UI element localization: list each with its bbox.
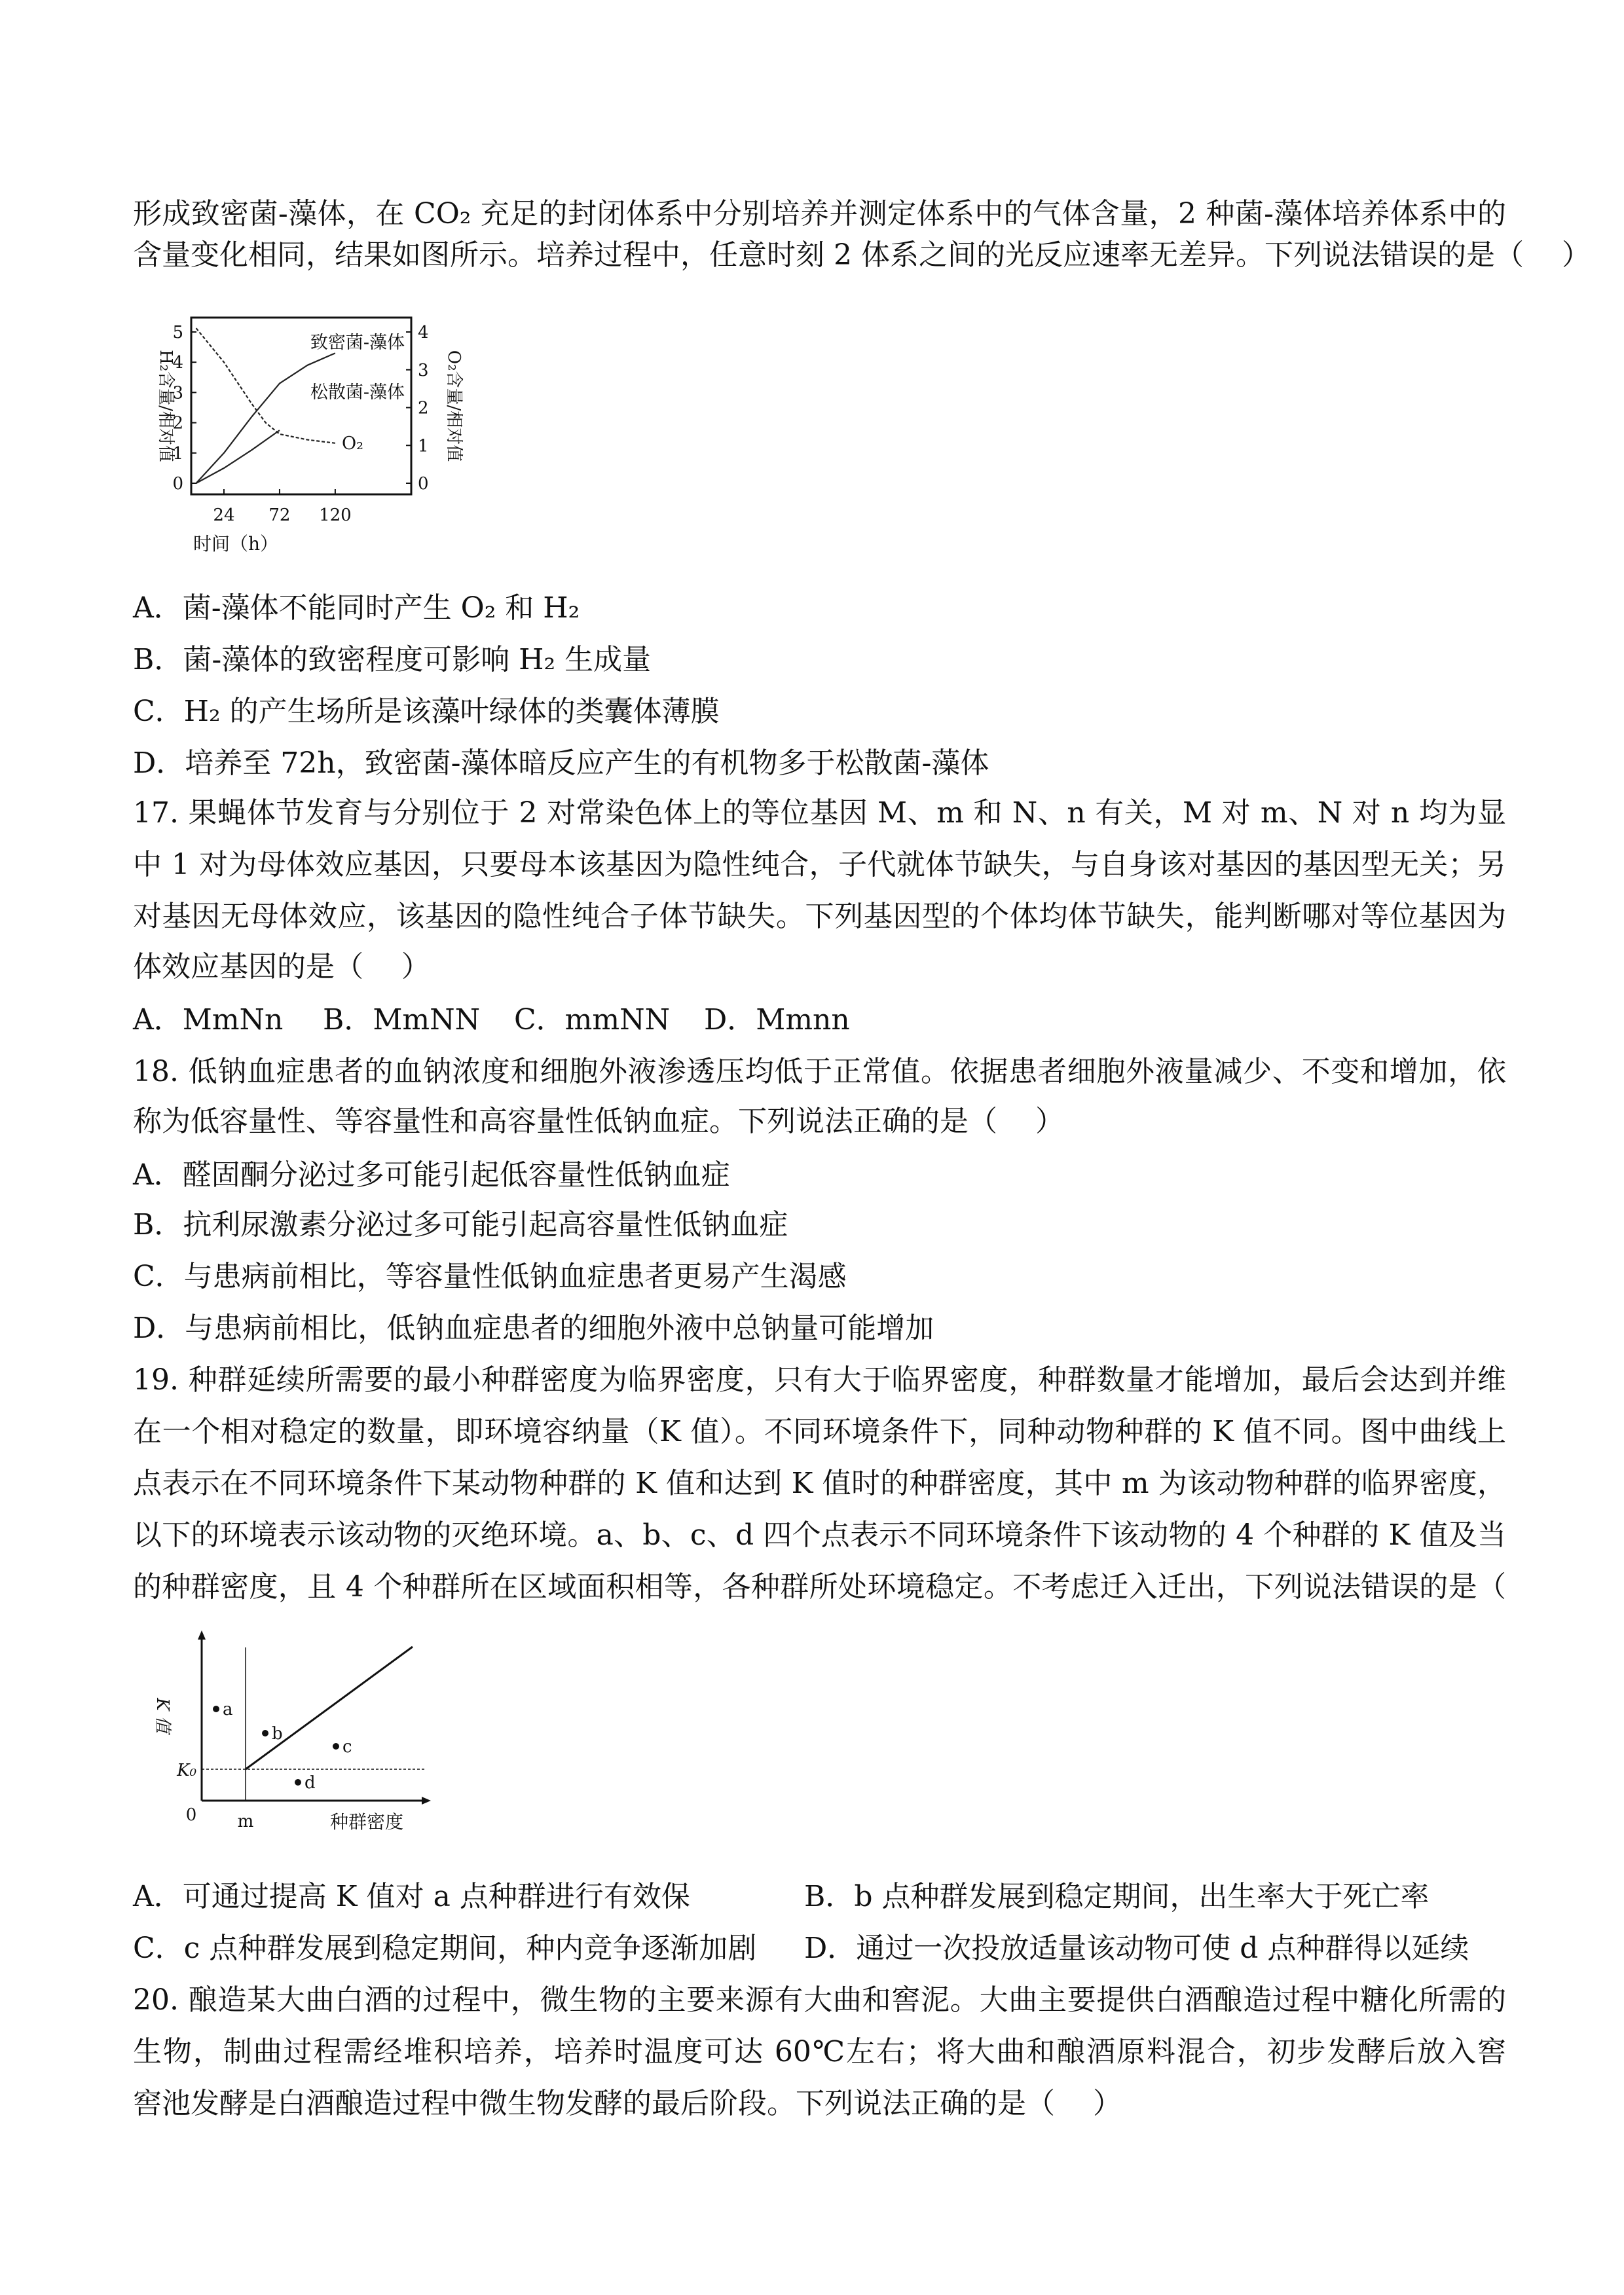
y-tick-label-left: 3 xyxy=(172,383,183,403)
q19-stem-line: 的种群密度，且 4 个种群所在区域面积相等，各种群所处环境稳定。不考虑迁入迁出，下列说法错误的是（ xyxy=(133,1570,1506,1604)
y-tick-label-left: 1 xyxy=(172,443,183,464)
q20-stem-line: 生物，制曲过程需经堆积培养，培养时温度可达 60℃左右；将大曲和酿酒原料混合，初步发酵后放入窖 xyxy=(133,2035,1506,2068)
q17-stem-line: 体效应基因的是（ ） xyxy=(133,950,430,983)
q19-stem-line: 在一个相对稳定的数量，即环境容纳量（K 值）。不同环境条件下，同种动物种群的 K 值不同。图中曲线上 xyxy=(133,1415,1506,1448)
x-axis-arrow xyxy=(422,1797,431,1805)
q17-option-a: A．MmNn xyxy=(133,1003,284,1037)
y-tick-label-right: 3 xyxy=(418,360,429,380)
q18-option-d: D．与患病前相比，低钠血症患者的细胞外液中总钠量可能增加 xyxy=(133,1312,934,1345)
y-tick-label-right: 4 xyxy=(418,323,429,342)
text-line: 形成致密菌-藻体，在 CO₂ 充足的封闭体系中分别培养并测定体系中的气体含量，2 种菌-藻体培养体系中的 xyxy=(133,197,1506,230)
y-tick-label-right: 2 xyxy=(418,398,429,418)
q19-stem-line: 点表示在不同环境条件下某动物种群的 K 值和达到 K 值时的种群密度，其中 m 为该动物种群的临界密度， xyxy=(133,1467,1506,1500)
q16-option-c: C．H₂ 的产生场所是该藻叶绿体的类囊体薄膜 xyxy=(133,695,720,728)
series-label: O₂ xyxy=(342,433,363,454)
point-c xyxy=(333,1743,339,1750)
series-line-0 xyxy=(196,353,335,483)
q19-option-a: A．可通过提高 K 值对 a 点种群进行有效保 xyxy=(133,1880,690,1913)
point-b xyxy=(262,1730,268,1736)
x-axis-label: 时间（h） xyxy=(193,533,279,555)
y-tick-label-left: 4 xyxy=(172,353,183,373)
x-axis-label: 种群密度 xyxy=(329,1811,404,1833)
y-axis-label-left: H₂含量/相对值 xyxy=(156,350,175,462)
text-line: 含量变化相同，结果如图所示。培养过程中，任意时刻 2 体系之间的光反应速率无差异。下列说法错误的是（ ） xyxy=(133,238,1591,272)
series-line-1 xyxy=(196,430,280,483)
m-label: m xyxy=(237,1812,254,1831)
y-tick-label-left: 5 xyxy=(172,323,183,342)
q19-stem-line: 19. 种群延续所需要的最小种群密度为临界密度，只有大于临界密度，种群数量才能增加，最后会达到并维 xyxy=(133,1363,1506,1397)
q18-option-a: A．醛固酮分泌过多可能引起低容量性低钠血症 xyxy=(133,1158,730,1192)
q18-option-b: B．抗利尿激素分泌过多可能引起高容量性低钠血症 xyxy=(133,1208,788,1241)
y-axis-label: K 值 xyxy=(153,1698,172,1733)
origin-label: 0 xyxy=(185,1805,197,1825)
q17-stem-line: 17. 果蝇体节发育与分别位于 2 对常染色体上的等位基因 M、m 和 N、n 有关，M 对 m、N 对 n 均为显 xyxy=(133,796,1506,830)
q20-stem-line: 窖池发酵是白酒酿造过程中微生物发酵的最后阶段。下列说法正确的是（ ） xyxy=(133,2087,1122,2120)
q17-stem-line: 对基因无母体效应，该基因的隐性纯合子体节缺失。下列基因型的个体均体节缺失，能判断哪对等位基因为 xyxy=(133,900,1506,933)
q17-option-b: B．MmNN xyxy=(323,1003,481,1037)
x-tick-label: 24 xyxy=(213,505,235,525)
q17-option-d: D．Mmnn xyxy=(704,1003,850,1037)
point-a xyxy=(213,1706,219,1712)
x-tick-label: 120 xyxy=(319,505,352,525)
figure-h2-o2-chart xyxy=(131,301,511,563)
q17-option-c: C．mmNN xyxy=(514,1003,671,1037)
q16-option-d: D．培养至 72h，致密菌-藻体暗反应产生的有机物多于松散菌-藻体 xyxy=(133,746,989,780)
q19-option-c: C．c 点种群发展到稳定期间，种内竞争逐渐加剧 xyxy=(133,1932,757,1965)
series-label: 松散菌-藻体 xyxy=(310,382,405,403)
q18-option-c: C．与患病前相比，等容量性低钠血症患者更易产生渴感 xyxy=(133,1260,847,1293)
point-label-d: d xyxy=(304,1773,316,1793)
y-tick-label-left: 0 xyxy=(172,474,183,494)
x-tick-label: 72 xyxy=(268,505,291,525)
q18-stem-line: 称为低容量性、等容量性和高容量性低钠血症。下列说法正确的是（ ） xyxy=(133,1105,1064,1138)
q16-option-a: A．菌-藻体不能同时产生 O₂ 和 H₂ xyxy=(133,591,580,625)
k0-label: K₀ xyxy=(177,1761,196,1780)
q17-stem-line: 中 1 对为母体效应基因，只要母本该基因为隐性纯合，子代就体节缺失，与自身该对基因的基因型无关；另 xyxy=(133,848,1506,881)
q18-stem-line: 18. 低钠血症患者的血钠浓度和细胞外液渗透压均低于正常值。依据患者细胞外液量减少、不变和增加，依 xyxy=(133,1055,1506,1088)
point-label-b: b xyxy=(272,1724,283,1744)
k-value-curve xyxy=(246,1647,413,1769)
point-d xyxy=(295,1779,301,1786)
q19-option-d: D．通过一次投放适量该动物可使 d 点种群得以延续 xyxy=(804,1932,1469,1965)
point-label-a: a xyxy=(223,1700,233,1719)
q16-option-b: B．菌-藻体的致密程度可影响 H₂ 生成量 xyxy=(133,643,652,676)
y-tick-label-right: 0 xyxy=(418,474,429,494)
y-tick-label-left: 2 xyxy=(172,413,183,433)
series-label: 致密菌-藻体 xyxy=(310,333,405,353)
q19-option-b: B．b 点种群发展到稳定期间，出生率大于死亡率 xyxy=(804,1880,1430,1913)
point-label-c: c xyxy=(342,1737,352,1757)
y-axis-label-right: O₂含量/相对值 xyxy=(444,350,464,462)
y-tick-label-right: 1 xyxy=(418,436,429,456)
figure-k-value-chart xyxy=(151,1624,452,1846)
y-axis-arrow xyxy=(198,1630,206,1640)
q20-stem-line: 20. 酿造某大曲白酒的过程中，微生物的主要来源有大曲和窖泥。大曲主要提供白酒酿造过程中糖化所需的 xyxy=(133,1983,1506,2017)
q19-stem-line: 以下的环境表示该动物的灭绝环境。a、b、c、d 四个点表示不同环境条件下该动物的 4 个种群的 K 值及当 xyxy=(133,1518,1506,1552)
